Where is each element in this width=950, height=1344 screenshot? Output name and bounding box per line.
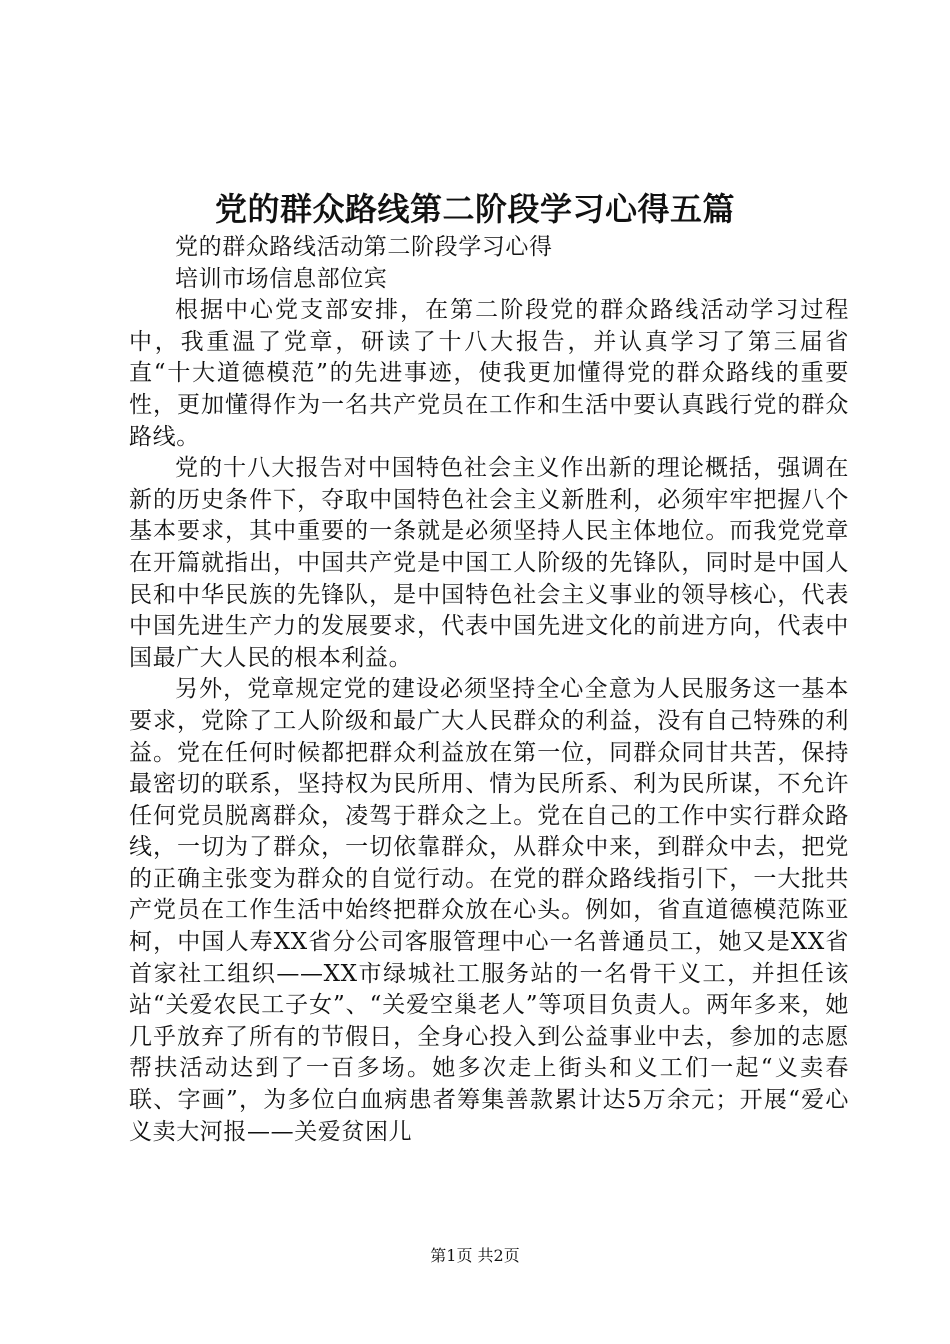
body-paragraph: 根据中心党支部安排，在第二阶段党的群众路线活动学习过程中，我重温了党章，研读了十八大报告，并认真学习了第三届省直“十大道德模范”的先进事迹，使我更加懂得党的群众路线的重要性，更加懂得作为一名共产党员在工作和生活中要认真践行党的群众路线。 [129, 297, 849, 450]
author-paragraph: 培训市场信息部位宾 [175, 265, 388, 292]
body-paragraph: 另外，党章规定党的建设必须坚持全心全意为人民服务这一基本要求，党除了工人阶级和最广大人民群众的利益，没有自己特殊的利益。党在任何时候都把群众利益放在第一位，同群众同甘共苦，保持最密切的联系，坚持权为民所用、情为民所系、利为民所谋，不允许任何党员脱离群众，凌驾于群众之上。党在自己的工作中实行群众路线，一切为了群众，一切依靠群众，从群众中来，到群众中去，把党的正确主张变为群众的自觉行动。在党的群众路线指引下，一大批共产党员在工作生活中始终把群众放在心头。例如，省直道德模范陈亚柯，中国人寿XX省分公司客服管理中心一名普通员工，她又是XX省首家社工组织——XX市绿城社工服务站的一名骨干义工，并担任该站“关爱农民工子女”、“关爱空巢老人”等项目负责人。两年多来，她几乎放弃了所有的节假日，全身心投入到公益事业中去，参加的志愿帮扶活动达到了一百多场。她多次走上街头和义工们一起“义卖春联、字画”，为多位白血病患者筹集善款累计达5万余元；开展“爱心义卖大河报——关爱贫困儿 [129, 676, 849, 1145]
subtitle-paragraph: 党的群众路线活动第二阶段学习心得 [175, 234, 553, 260]
document-body [129, 232, 849, 1148]
body-paragraph: 党的十八大报告对中国特色社会主义作出新的理论概括，强调在新的历史条件下，夺取中国特色社会主义新胜利，必须牢牢把握八个基本要求，其中重要的一条就是必须坚持人民主体地位。而我党党章在开篇就指出，中国共产党是中国工人阶级的先锋队，同时是中国人民和中华民族的先锋队，是中国特色社会主义事业的领导核心，代表中国先进生产力的发展要求，代表中国先进文化的前进方向，代表中国最广大人民的根本利益。 [129, 455, 849, 671]
document-title: 党的群众路线第二阶段学习心得五篇 [214, 190, 735, 228]
page-number: 第1页 共2页 [430, 1246, 520, 1265]
